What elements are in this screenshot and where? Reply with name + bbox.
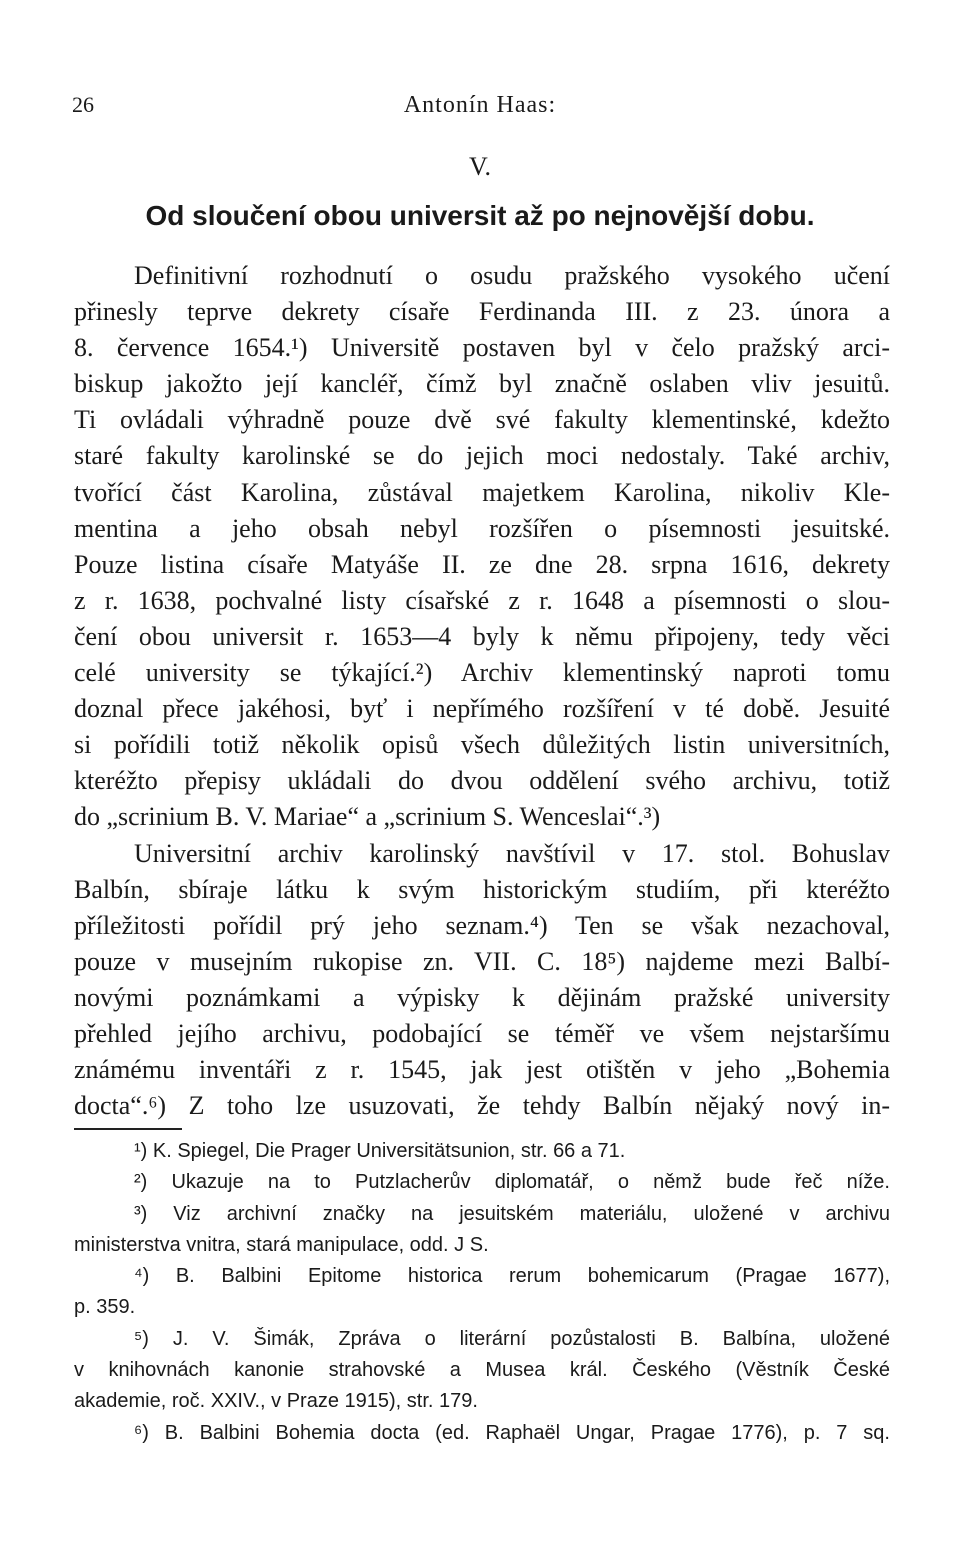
footnote-line: ministerstva vnitra, stará manipulace, odd. J S. [74,1233,489,1256]
footnotes [74,1136,890,1449]
page-number: 26 [72,92,94,117]
body-line: pouze v musejním rukopise zn. VII. C. 18⁵) najdeme mezi Balbí- [74,946,890,976]
footnote-line: ⁵) J. V. Šimák, Zpráva o literární pozůstalosti B. Balbína, uložené [134,1327,890,1350]
body-line: Balbín, sbíraje látku k svým historickým studiím, při kteréžto [74,874,890,904]
body-line: biskup jakožto její kancléř, čímž byl značně oslaben vliv jesuitů. [74,369,890,399]
body-line: doznal přece jakéhosi, byť i nepřímého rozšíření v té době. Jesuité [74,694,890,724]
body-line: přinesly teprve dekrety císaře Ferdinanda III. z 23. února a [74,297,890,327]
footnote-line: akademie, roč. XXIV., v Praze 1915), str. 179. [74,1390,478,1413]
footnote-line: ⁴) B. Balbini Epitome historica rerum bohemicarum (Pragae 1677), [134,1265,890,1288]
body-line: Ti ovládali výhradně pouze dvě své fakulty klementinské, kdežto [74,405,890,435]
footnote-line: p. 359. [74,1296,136,1319]
footnote-line: v knihovnách kanonie strahovské a Musea král. Českého (Věstník České [74,1359,890,1382]
body-text [74,258,890,1124]
footnote-line: ³) Viz archivní značky na jesuitském materiálu, uložené v archivu [134,1202,890,1225]
body-line: mentina a jeho obsah nebyl rozšířen o písemnosti jesuitské. [74,513,890,543]
body-line: Pouze listina císaře Matyáše II. ze dne 28. srpna 1616, dekrety [74,549,890,579]
footnote-line: ⁶) B. Balbini Bohemia docta (ed. Raphaël Ungar, Pragae 1776), p. 7 sq. [134,1421,890,1444]
body-line: čení obou universit r. 1653—4 byly k němu připojeny, tedy věci [74,621,890,651]
section-title: Od sloučení obou universit až po nejnovější dobu. [145,200,815,231]
body-line: z r. 1638, pochvalné listy císařské z r. 1648 a písemnosti o slou- [74,585,890,615]
body-line: kteréžto přepisy ukládali do dvou oddělení svého archivu, totiž [74,766,890,796]
footnote-line: ²) Ukazuje na to Putzlacherův diplomatář, o němž bude řeč níže. [134,1171,890,1194]
section-number: V. [469,152,491,181]
body-line: příležitosti pořídil prý jeho seznam.⁴) Ten se však nezachoval, [74,910,890,940]
footnote-divider [74,1128,182,1130]
body-line: docta“.⁶) Z toho lze usuzovati, že tehdy Balbín nějaký nový in- [74,1091,890,1121]
body-line: staré fakulty karolinské se do jejich moci nedostaly. Také archiv, [74,441,890,471]
body-line: přehled jejího archivu, podobající se téměř ve všem nejstaršímu [74,1018,890,1048]
body-line: si pořídili totiž několik opisů všech důležitých listin universitních, [74,730,890,760]
body-line: celé university se týkající.²) Archiv klementinský naproti tomu [74,658,890,688]
running-head: Antonín Haas: [403,92,557,118]
body-line: Universitní archiv karolinský navštívil v 17. stol. Bohuslav [134,838,890,868]
body-line: do „scrinium B. V. Mariae“ a „scrinium S. Wenceslai“.³) [74,802,661,832]
footnote-line: ¹) K. Spiegel, Die Prager Universitätsunion, str. 66 a 71. [134,1140,626,1162]
body-line: známému inventáři z r. 1545, jak jest otištěn v jeho „Bohemia [74,1055,890,1085]
body-line: tvořící část Karolina, zůstával majetkem Karolina, nikoliv Kle- [74,477,890,507]
body-line: 8. července 1654.¹) Universitě postaven byl v čelo pražský arci- [74,333,890,363]
page-header [72,92,888,122]
body-line: Definitivní rozhodnutí o osudu pražského vysokého učení [134,261,890,290]
body-line: novými poznámkami a výpisky k dějinám pražské university [74,982,890,1012]
